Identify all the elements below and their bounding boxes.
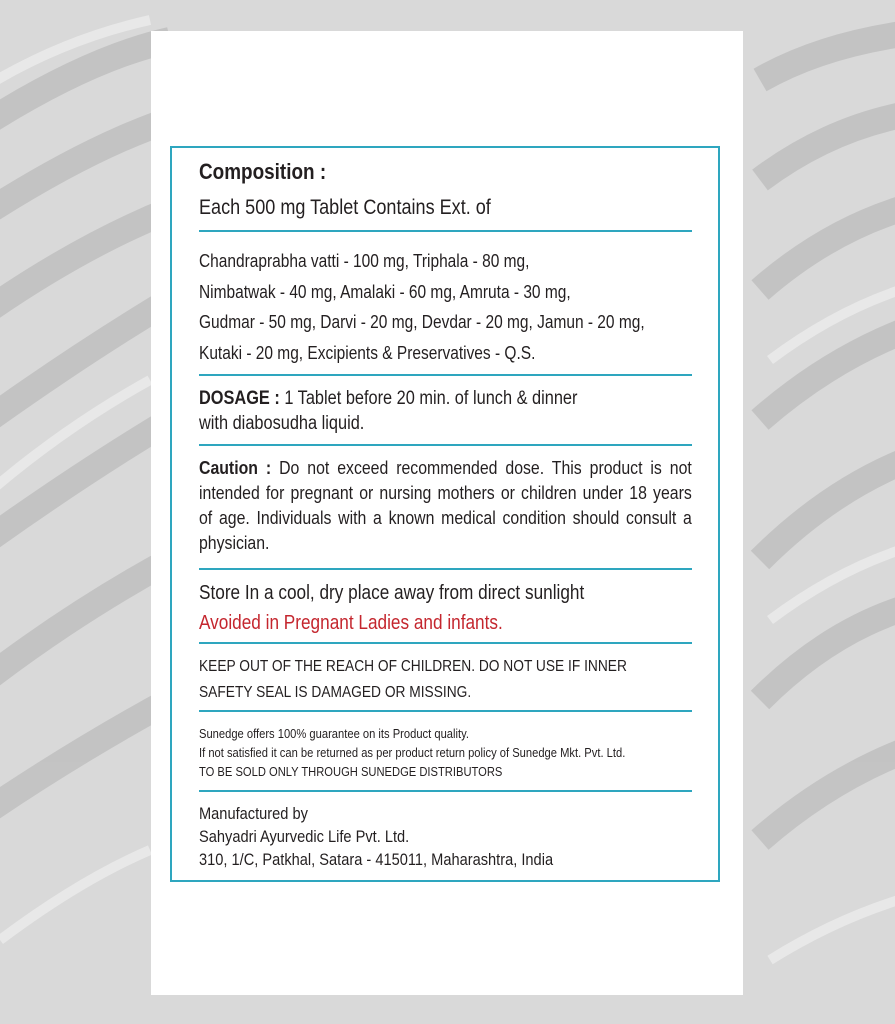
divider (199, 710, 692, 712)
dosage-text: with diabosudha liquid. (199, 413, 365, 434)
caution-section (199, 456, 691, 556)
composition-heading: Composition : (199, 159, 327, 184)
divider (199, 374, 692, 376)
manufacturer-address: 310, 1/C, Patkhal, Satara - 415011, Maharashtra, India (199, 850, 554, 869)
storage-section (199, 578, 698, 638)
ingredients-line: Gudmar - 50 mg, Darvi - 20 mg, Devdar - 20 mg, Jamun - 20 mg, (199, 312, 645, 332)
manufacturer-name: Sahyadri Ayurvedic Life Pvt. Ltd. (199, 827, 410, 846)
guarantee-notice: Sunedge offers 100% guarantee on its Product quality. If not satisfied it can be returned as per product return policy of Sunedge Mkt. Pvt. Ltd. TO BE SOLD ONLY THROUGH SUNEDGE DISTRIBUTORS (199, 726, 626, 779)
caution-text: Do not exceed recommended dose. This product is not intended for pregnant or nursing mothers or children under 18 years of age. Individuals with a known medical condition should consult a physician. (199, 458, 692, 553)
pregnancy-warning: Avoided in Pregnant Ladies and infants. (199, 612, 503, 634)
ingredients-line: Kutaki - 20 mg, Excipients & Preservatives - Q.S. (199, 342, 536, 363)
divider (199, 230, 692, 232)
manufacturer-label: Manufactured by (199, 804, 308, 823)
divider (199, 444, 692, 446)
composition-subheading: Each 500 mg Tablet Contains Ext. of (199, 196, 491, 219)
ingredients-line: Nimbatwak - 40 mg, Amalaki - 60 mg, Amruta - 30 mg, (199, 281, 571, 302)
dosage-label: DOSAGE : (199, 388, 280, 409)
storage-text: Store In a cool, dry place away from direct sunlight (199, 582, 585, 604)
caution-label: Caution : (199, 458, 272, 478)
divider (199, 642, 692, 644)
dosage-section (199, 386, 698, 436)
ingredients-list (199, 246, 698, 368)
keep-out-notice: KEEP OUT OF THE REACH OF CHILDREN. DO NOT USE IF INNER SAFETY SEAL IS DAMAGED OR MISSING. (199, 658, 627, 701)
product-label-panel (170, 146, 720, 882)
manufacturer-info (199, 802, 698, 871)
divider (199, 568, 692, 570)
divider (199, 790, 692, 792)
dosage-text: 1 Tablet before 20 min. of lunch & dinner (279, 388, 578, 409)
ingredients-line: Chandraprabha vatti - 100 mg, Triphala - 80 mg, (199, 251, 530, 271)
